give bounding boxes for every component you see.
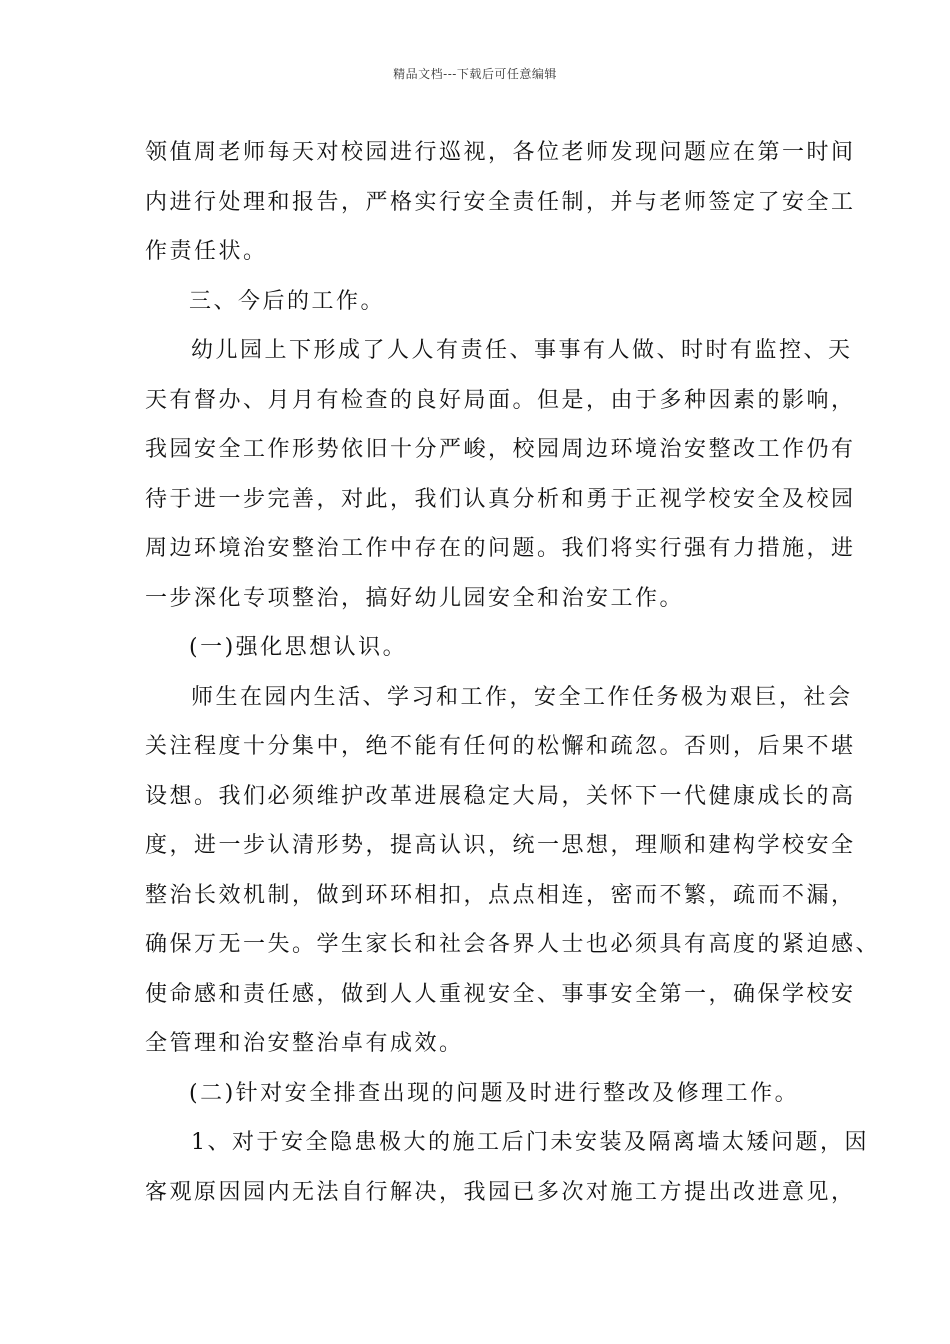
paragraph-line: 一步深化专项整治，搞好幼儿园安全和治安工作。 [145,585,685,611]
paragraph-line: 客观原因园内无法自行解决，我园已多次对施工方提出改进意见， [145,1179,856,1205]
paragraph-line: 我园安全工作形势依旧十分严峻，校园周边环境治安整改工作仍有 [145,437,856,462]
paragraph-line: 内进行处理和报告，严格实行安全责任制，并与老师签定了安全工 [145,189,856,215]
paragraph-line: 整治长效机制，做到环环相扣，点点相连，密而不繁，疏而不漏， [145,882,856,908]
paragraph-line: 度，进一步认清形势，提高认识，统一思想，理顺和建构学校安全 [145,833,856,858]
paragraph-line: 1、对于安全隐患极大的施工后门未安装及隔离墙太矮问题，因 [191,1130,869,1155]
paragraph-line: 作责任状。 [145,239,268,264]
paragraph-line: 待于进一步完善，对此，我们认真分析和勇于正视学校安全及校园 [145,486,856,512]
section-heading: 三、今后的工作。 [189,288,386,314]
paragraph-line: 使命感和责任感，做到人人重视安全、事事安全第一，确保学校安 [145,981,856,1007]
paragraph-line: 幼儿园上下形成了人人有责任、事事有人做、时时有监控、天 [191,338,853,363]
paragraph-line: 周边环境治安整治工作中存在的问题。我们将实行强有力措施，进 [145,536,856,561]
paragraph-line: 师生在园内生活、学习和工作，安全工作任务极为艰巨，社会 [191,684,853,710]
paragraph-line: 关注程度十分集中，绝不能有任何的松懈和疏忽。否则，后果不堪 [145,734,856,759]
body-text [145,128,881,1217]
paragraph-line: 设想。我们必须维护改革进展稳定大局，关怀下一代健康成长的高 [145,783,856,809]
subsection-heading: (二)针对安全排查出现的问题及时进行整改及修理工作。 [189,1080,800,1106]
paragraph-line: 确保万无一失。学生家长和社会各界人士也必须具有高度的紧迫感、 [145,932,881,957]
subsection-heading: (一)强化思想认识。 [189,635,408,660]
paragraph-line: 全管理和治安整治卓有成效。 [145,1031,464,1056]
paragraph-line: 领值周老师每天对校园进行巡视，各位老师发现问题应在第一时间 [145,140,856,165]
paragraph-line: 天有督办、月月有检查的良好局面。但是，由于多种因素的影响， [145,387,856,413]
page-header: 精品文档---下载后可任意编辑 [393,67,557,81]
